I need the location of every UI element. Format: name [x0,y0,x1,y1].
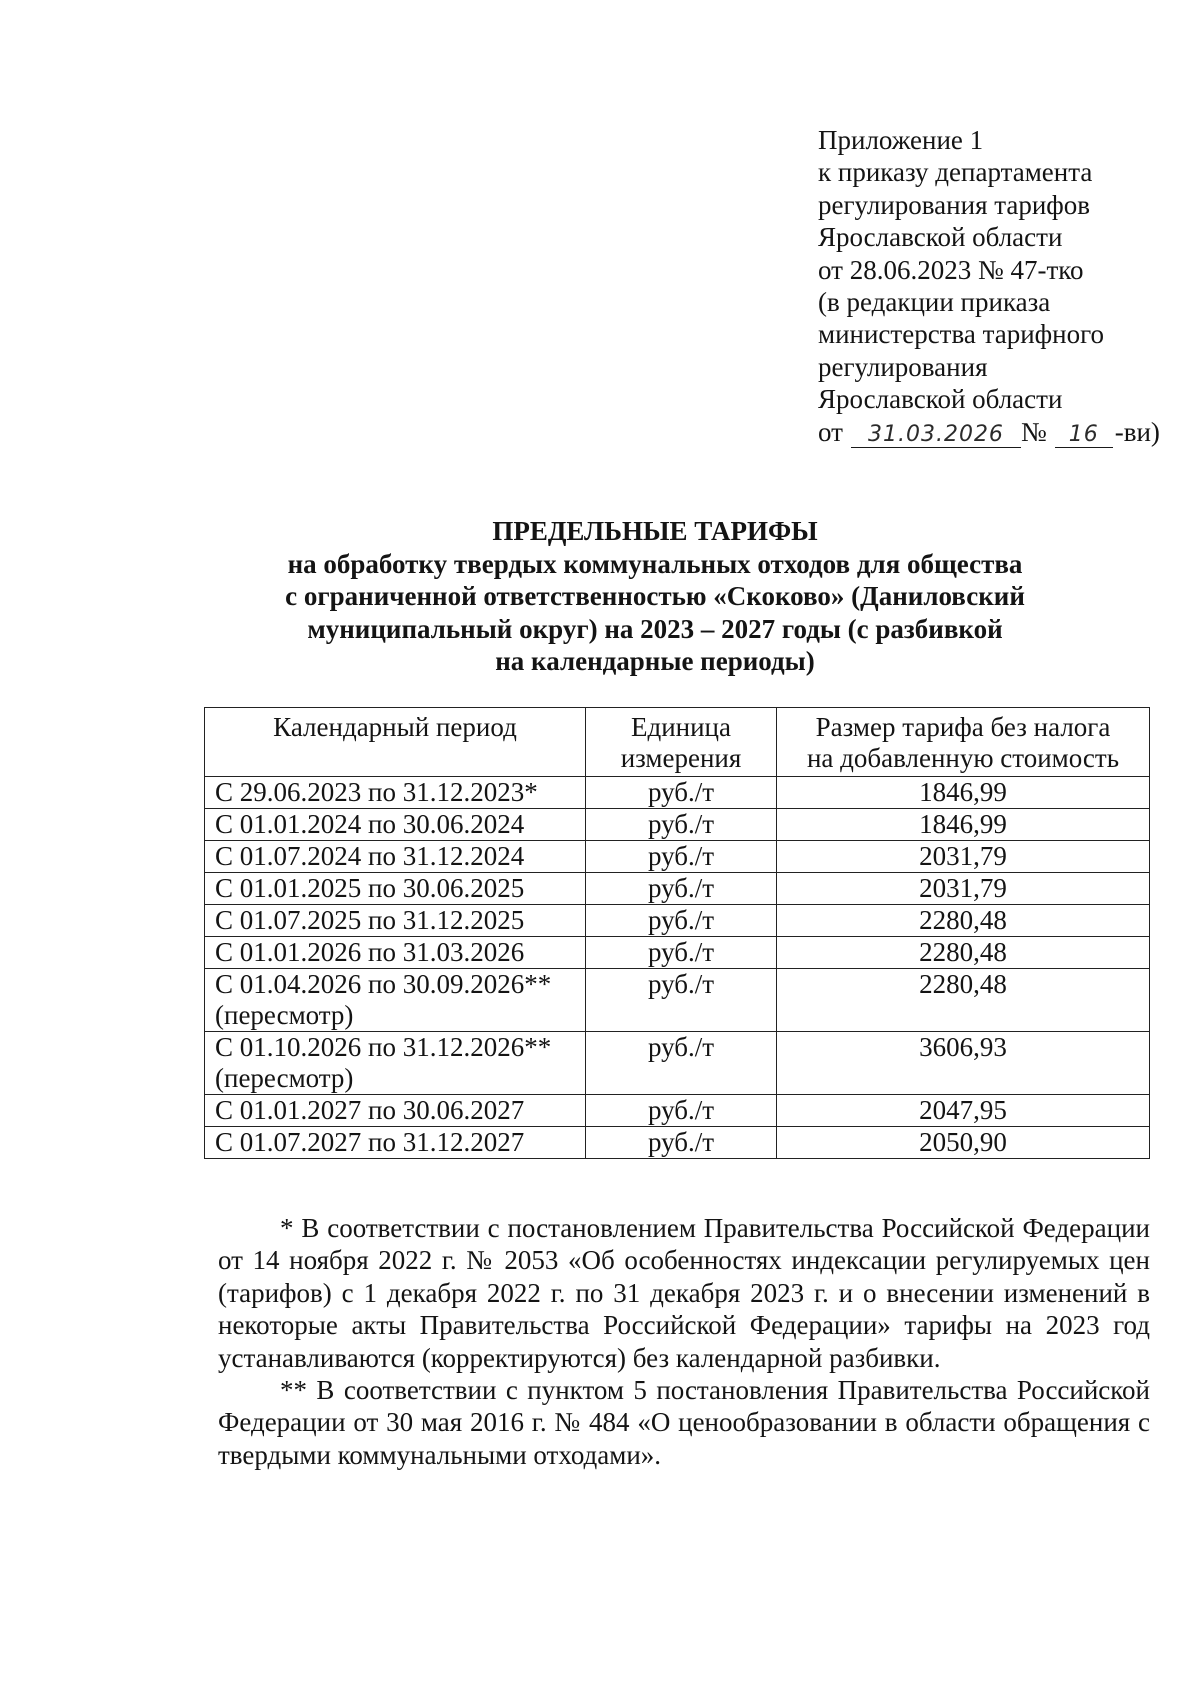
footnote-double-star: ** В соответствии с пунктом 5 постановления Правительства Российской Федерации от 30 мая 2016 г. № 484 «О ценообразовании в области обращения с твердыми коммунальными отходами». [218,1375,1150,1470]
order-prefix: от [818,416,843,447]
table-row [205,905,1150,937]
table-row [205,969,1150,1032]
cell-value: 2031,79 [777,873,1150,905]
header-period: Календарный период [205,708,586,777]
title-line: на обработку твердых коммунальных отходов для общества [287,548,1023,579]
appendix-line: Ярославской области [818,384,1063,415]
cell-value: 3606,93 [777,1032,1150,1095]
header-tariff: Размер тарифа без налога на добавленную стоимость [777,708,1150,777]
cell-value: 1846,99 [777,809,1150,841]
header-unit: Единица измерения [586,708,777,777]
cell-period: С 01.07.2025 по 31.12.2025 [205,905,586,937]
title-line: с ограниченной ответственностью «Скоково» (Даниловский [285,581,1025,611]
cell-period: С 01.10.2026 по 31.12.2026** (пересмотр) [205,1032,586,1095]
table-row [205,1032,1150,1095]
appendix-line: регулирования тарифов [818,189,1091,220]
cell-unit: руб./т [586,873,777,905]
table-row [205,777,1150,809]
cell-unit: руб./т [586,1095,777,1127]
footnote-single-star: * В соответствии с постановлением Правительства Российской Федерации от 14 ноября 2022 г. № 2053 «Об особенностях индексации регулируемых цен (тарифов) с 1 декабря 2022 г. по 31 декабря 2023 г. и о внесении изменений в некоторые акты Правительства Российской Федерации» тарифы на 2023 год устанавливаются (корректируются) без календарной разбивки. [218,1213,1150,1373]
appendix-line: от 28.06.2023 № 47-тко [818,254,1084,285]
number-sign: № [1020,416,1047,447]
table-row [205,937,1150,969]
table-row [205,841,1150,873]
cell-unit: руб./т [586,1032,777,1095]
cell-note: (пересмотр) [215,1000,354,1030]
handwritten-date: 31.03.2026 [851,423,1021,448]
cell-unit: руб./т [586,969,777,1032]
cell-period: С 01.01.2027 по 30.06.2027 [205,1095,586,1127]
cell-period: С 01.07.2027 по 31.12.2027 [205,1127,586,1159]
cell-period: С 29.06.2023 по 31.12.2023* [205,777,586,809]
appendix-line: Ярославской области [818,222,1063,253]
table-row [205,1127,1150,1159]
appendix-line: (в редакции приказа [818,287,1051,318]
handwritten-number: 16 [1055,423,1113,448]
table-row [205,873,1150,905]
appendix-line: Приложение 1 [818,125,984,155]
cell-unit: руб./т [586,777,777,809]
table-header-row [205,708,1150,777]
footnotes [218,1212,1150,1471]
tariff-table [204,707,1150,1159]
title-line: муниципальный округ) на 2023 – 2027 годы (с разбивкой [307,613,1003,644]
cell-period: С 01.04.2026 по 30.09.2026** (пересмотр) [205,969,586,1032]
table-row [205,1095,1150,1127]
appendix-order-line [818,416,1178,448]
cell-value: 1846,99 [777,777,1150,809]
title-line: на календарные периоды) [495,646,815,676]
title-heading: ПРЕДЕЛЬНЫЕ ТАРИФЫ [492,516,818,546]
appendix-line: регулирования [818,351,988,382]
cell-value: 2047,95 [777,1095,1150,1127]
cell-period: С 01.07.2024 по 31.12.2024 [205,841,586,873]
cell-value: 2050,90 [777,1127,1150,1159]
cell-value: 2280,48 [777,969,1150,1032]
cell-unit: руб./т [586,841,777,873]
cell-value: 2280,48 [777,905,1150,937]
cell-unit: руб./т [586,809,777,841]
order-suffix: -ви) [1114,416,1160,447]
cell-note: (пересмотр) [215,1063,354,1093]
cell-value: 2280,48 [777,937,1150,969]
cell-period: С 01.01.2026 по 31.03.2026 [205,937,586,969]
document-title [230,515,1080,678]
appendix-line: к приказу департамента [818,157,1093,188]
cell-unit: руб./т [586,937,777,969]
cell-value: 2031,79 [777,841,1150,873]
table-row [205,809,1150,841]
appendix-block [818,124,1178,448]
appendix-line: министерства тарифного [818,319,1105,350]
cell-period: С 01.01.2024 по 30.06.2024 [205,809,586,841]
cell-unit: руб./т [586,1127,777,1159]
cell-period: С 01.01.2025 по 30.06.2025 [205,873,586,905]
cell-unit: руб./т [586,905,777,937]
